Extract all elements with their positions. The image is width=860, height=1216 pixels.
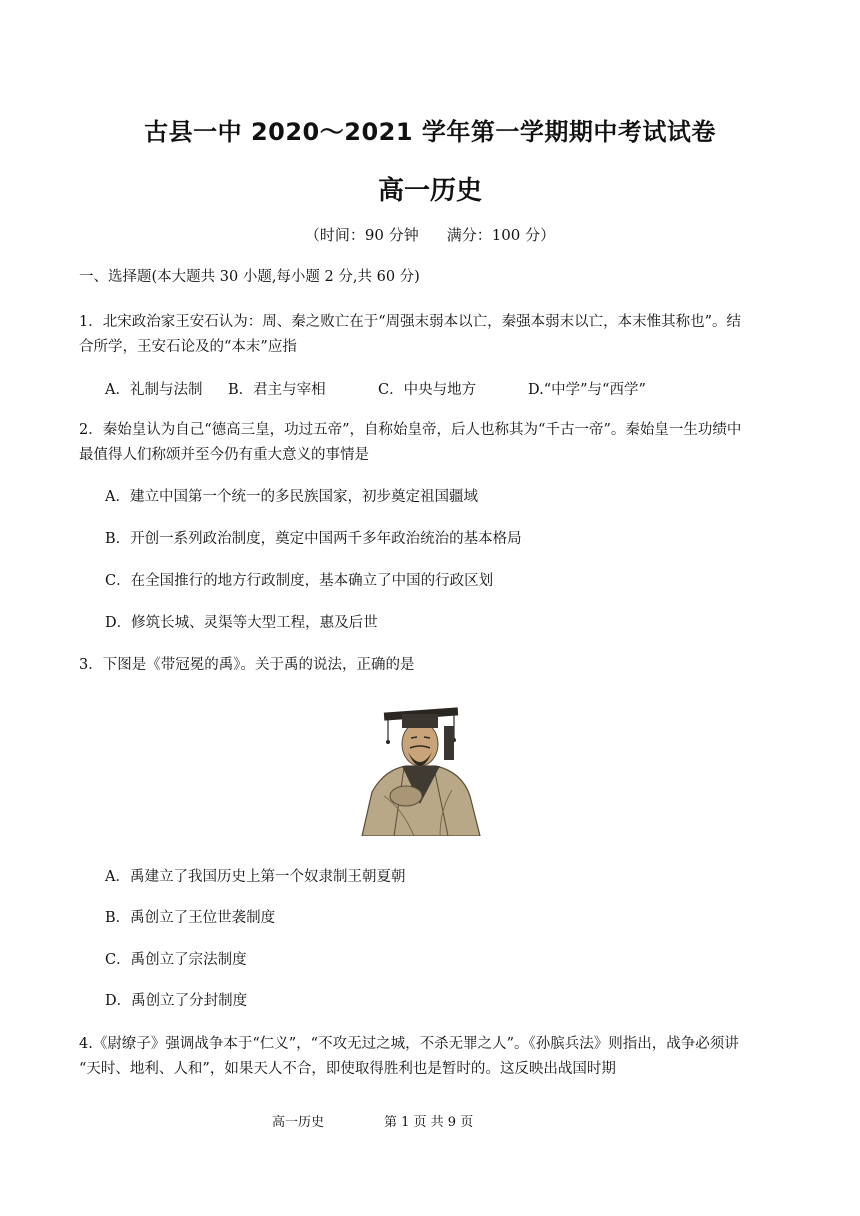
q1-option-c: C．中央与地方 [378, 382, 477, 398]
q3-option-c: C．禹创立了宗法制度 [105, 952, 247, 968]
subject-title: 高一历史 [377, 176, 482, 206]
q1-stem-line-1: 1．北宋政治家王安石认为：周、秦之败亡在于“周强末弱本以亡，秦强本弱末以亡，本末惟其称也”。结 [79, 314, 742, 330]
q2-option-a: A．建立中国第一个统一的多民族国家，初步奠定祖国疆域 [105, 489, 478, 505]
time-info: （时间：90 分钟 [304, 226, 419, 244]
q2-stem-line-1: 2．秦始皇认为自己“德高三皇，功过五帝”，自称始皇帝，后人也称其为“千古一帝”。秦始皇一生功绩中 [79, 422, 742, 438]
footer-subject: 高一历史 [272, 1115, 325, 1130]
q4-stem-line-1: 4.《尉缭子》强调战争本于“仁义”，“不攻无过之城，不杀无罪之人”。《孙膑兵法》则指出，战争必须讲 [79, 1036, 739, 1052]
q3-option-a: A．禹建立了我国历史上第一个奴隶制王朝夏朝 [105, 869, 406, 885]
score-info: 满分：100 分） [446, 226, 556, 244]
q3-option-d: D．禹创立了分封制度 [105, 993, 248, 1009]
q2-option-b: B．开创一系列政治制度，奠定中国两千多年政治统治的基本格局 [105, 531, 522, 547]
q2-stem-line-2: 最值得人们称颂并至今仍有重大意义的事情是 [79, 447, 369, 463]
q4-stem-line-2: “天时、地利、人和”，如果天人不合，即使取得胜利也是暂时的。这反映出战国时期 [79, 1061, 616, 1077]
portrait-of-yu-icon [344, 700, 494, 836]
q1-option-b: B．君主与宰相 [228, 382, 326, 398]
section-heading: 一、选择题(本大题共 30 小题,每小题 2 分,共 60 分) [79, 269, 420, 285]
q3-option-b: B．禹创立了王位世袭制度 [105, 910, 276, 926]
q1-stem-line-2: 合所学，王安石论及的“本末”应指 [79, 339, 297, 355]
q3-stem-line-1: 3．下图是《带冠冕的禹》。关于禹的说法，正确的是 [79, 657, 415, 673]
q1-option-a: A．礼制与法制 [105, 382, 203, 398]
q1-option-d: D.“中学”与“西学” [528, 382, 646, 398]
footer-page-info: 第 1 页 共 9 页 [384, 1115, 474, 1130]
q2-option-c: C．在全国推行的地方行政制度，基本确立了中国的行政区划 [105, 573, 494, 589]
exam-title: 古县一中 2020～2021 学年第一学期期中考试试卷 [144, 118, 716, 146]
q2-option-d: D．修筑长城、灵渠等大型工程，惠及后世 [105, 615, 378, 631]
exam-meta [0, 224, 860, 245]
